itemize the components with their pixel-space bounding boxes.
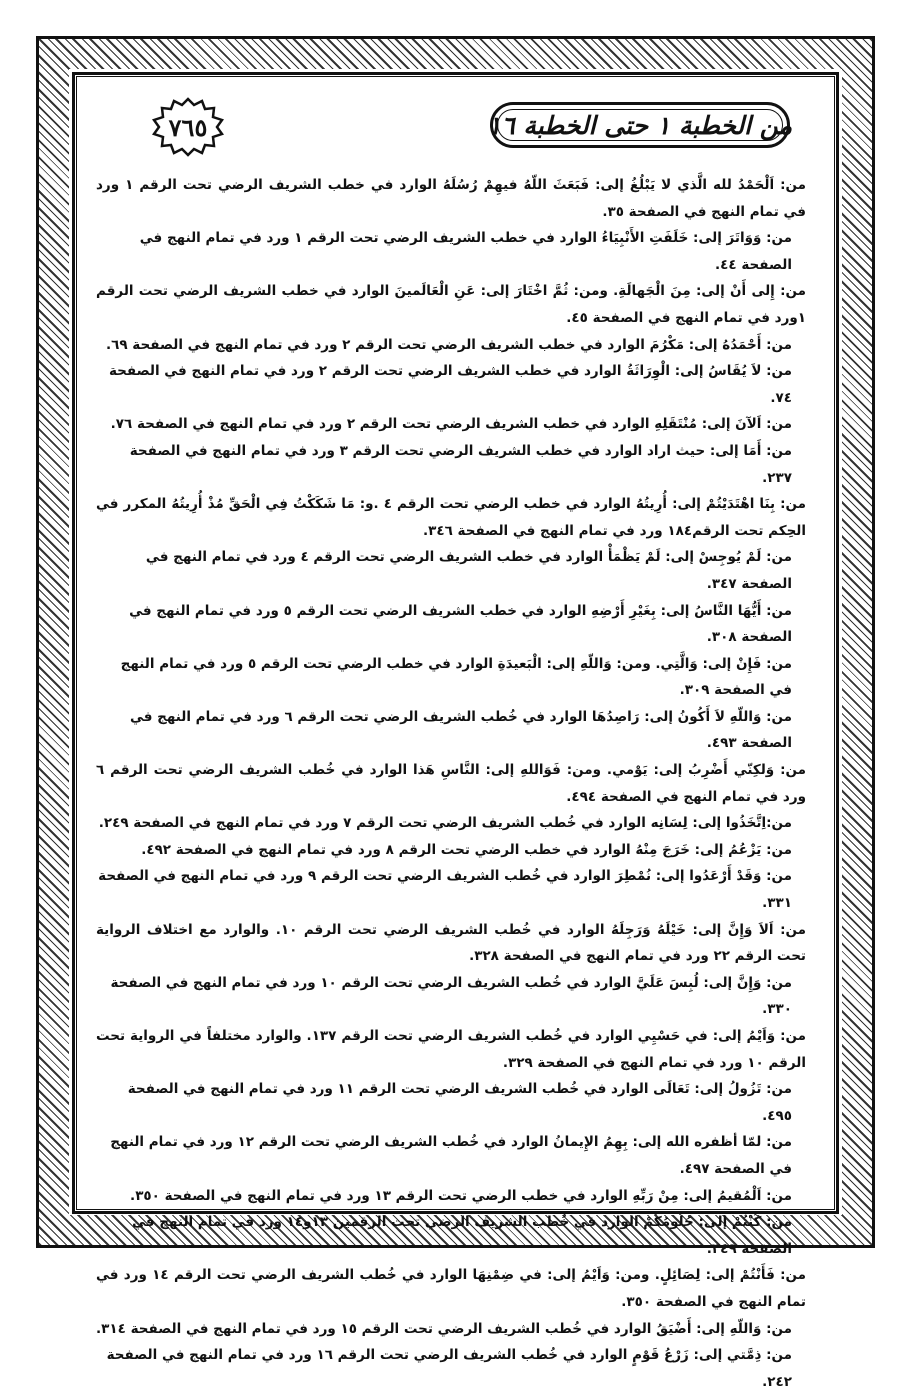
index-entry: من: أَمَا إلى: حيث اراد الوارد في خطب الشريف الرضي تحت الرقم ٣ ورد في تمام النهج في الصفحة ٢٣٧. bbox=[129, 442, 792, 486]
index-entry: من: اَلْمُقيمُ إلى: مِنْ رَبِّهِ الوارد في خطب الرضي تحت الرقم ١٣ ورد في تمام النهج في الصفحة ٣٥٠. bbox=[130, 1187, 792, 1204]
index-entry: من: اَلاَ وَإِنَّ إلى: خَيْلَهُ وَرَجِلَهُ الوارد في خُطب الشريف الرضي تحت الرقم ١٠. والوارد مع اختلاف الرواية تحت الرقم ٢٢ ورد في تمام النهج في الصفحة ٣٢٨. bbox=[96, 921, 806, 965]
index-entry: من: تَزُولُ إلى: تَعَالَى الوارد في خُطب الشريف الرضي تحت الرقم ١١ ورد في تمام النهج في الصفحة ٤٩٥. bbox=[127, 1081, 792, 1124]
page-number: ٧٦٥ bbox=[168, 112, 208, 142]
index-entry: من: لَمْ يُوجِسْ إلى: لَمْ يَظْمَأْ الوارد في خطب الشريف الرضي تحت الرقم ٤ ورد في تمام النهج في الصفحة ٣٤٧. bbox=[145, 549, 792, 592]
index-entry: من: يَزْعُمُ إلى: خَرَجَ مِنْهُ الوارد في خطب الرضي تحت الرقم ٨ ورد في تمام النهج في الصفحة ٤٩٢. bbox=[141, 841, 792, 858]
index-entry: من:اِتَّخَذُوا إلى: لِسَانِه الوارد في خُطب الشريف الرضي تحت الرقم ٧ ورد في تمام النهج في الصفحة ٢٤٩. bbox=[98, 815, 792, 832]
index-entry: من: لمّا أظفره الله إلى: بِهِمُ الإِيمانُ الوارد في خُطب الشريف الرضي تحت الرقم ١٢ ورد في تمام النهج في الصفحة ٤٩٧. bbox=[110, 1134, 792, 1177]
index-entry: من: وَاللّهِ إلى: أَضْيَقُ الوارد في خُطب الشريف الرضي تحت الرقم ١٥ ورد في تمام النهج في الصفحة ٣١٤. bbox=[96, 1320, 792, 1337]
index-entry: من: وَاَيْمُ إلى: في حَسْيِي الوارد في خُطب الشريف الرضي تحت الرقم ١٣٧. والوارد مختلفاً في الرواية تحت الرقم ١٠ ورد في تمام النهج في الصفحة ٣٢٩. bbox=[96, 1028, 806, 1071]
index-entry: من: أَحْمَدُهُ إلى: مَكْرُمَ الوارد في خطب الشريف الرضي تحت الرقم ٢ ورد في تمام النهج في الصفحة ٦٩. bbox=[105, 336, 792, 353]
index-entry: من: إِلى أَنْ إلى: مِنَ الْجَهالَةِ. ومن: ثُمَّ اخْتَارَ إلى: عَنِ الْعَالَمينَ الوارد في خطب الشريف الرضي تحت الرقم ١ورد في تمام النهج في الصفحة ٤٥. bbox=[96, 283, 806, 326]
index-entry: من: بِنَا اهْتَدَيْتُمْ إلى: أُرِيتُهُ الوارد في خطب الرضي تحت الرقم ٤ .و: مَا شَكَكْتُ فِي الْحَقِّ مُذْ أُرِيتُهُ المكرر في الحِكم تحت الرقم١٨٤ ورد في تمام النهج في الصفحة ٣٤٦. bbox=[96, 496, 806, 539]
section-title: من الخطبة ١ حتى الخطبة ١٦ bbox=[487, 110, 793, 140]
index-entry: من: أَيُّهَا النَّاسُ إلى: بِغَيْرِ أَرْضِهِ الوارد في خطب الشريف الرضي تحت الرقم ٥ ورد في تمام النهج في الصفحة ٣٠٨. bbox=[129, 602, 792, 646]
section-title-box bbox=[487, 102, 793, 148]
index-entry: من: فَأَنْتُمْ إلى: لِصَائِلٍ. ومن: وَاَيْمُ إلى: في ضِمْنِهَا الوارد في خُطب الشريف الرضي تحت الرقم ١٤ ورد في تمام النهج في الصفحة ٣٥٠. bbox=[96, 1267, 806, 1310]
index-entry: من: ذِمَّتي إلى: زَرْعُ قَوْمٍ الوارد في خُطب الشريف الرضي تحت الرقم ١٦ ورد في تمام النهج في الصفحة ٢٤٢. bbox=[106, 1347, 792, 1390]
index-entry: من: فَإِنْ إلى: وَالَّتِي. ومن: وَاللّهِ إلى: الْبَعيدَةِ الوارد في خطب الرضي تحت الرقم ٥ ورد في تمام النهج في الصفحة ٣٠٩. bbox=[120, 655, 792, 699]
page-number-badge bbox=[150, 96, 226, 158]
index-entry: من: كُنْتُمْ إلى: حُلُومُكُمْ الوارد في خُطب الشريف الرضي تحت الرقمين ١٣و١٤ ورد في تمام النهج في الصفحة ٣٤٩. bbox=[132, 1214, 792, 1257]
index-entry: من: وَوَاتَرَ إلى: خَلَفَتِ الأَنْبِيَاءُ الوارد في خطب الشريف الرضي تحت الرقم ١ ورد في تمام النهج في الصفحة ٤٤. bbox=[139, 230, 792, 273]
index-entry: من: وَاللّهِ لاَ أَكُونُ إلى: رَاصِدُهَا الوارد في خُطب الشريف الرضي تحت الرقم ٦ ورد في تمام النهج في الصفحة ٤٩٣. bbox=[129, 708, 792, 752]
index-entry: من: وَقَدْ أَرْعَدُوا إلى: نُمْطِرَ الوارد في خُطب الشريف الرضي تحت الرقم ٩ ورد في تمام النهج في الصفحة ٣٣١. bbox=[98, 868, 792, 912]
index-entry: من: اَلآنَ إلى: مُنْتَقَلِهِ الوارد في خطب الشريف الرضي تحت الرقم ٢ ورد في تمام النهج في الصفحة ٧٦. bbox=[110, 416, 792, 433]
index-entry: من: اَلْحَمْدُ لله الَّذي لا يَبْلُغُ إلى: فَبَعَثَ اللّهُ فيهِمْ رُسُلَهُ الوارد في خطب الشريف الرضي تحت الرقم ١ ورد في تمام النهج في الصفحة ٣٥. bbox=[96, 177, 806, 220]
index-entry: من: وَلكِنّي أَضْرِبُ إلى: يَوْمي. ومن: فَوَاللهِ إلى: النَّاسِ هَذا الوارد في خُطب الشريف الرضي تحت الرقم ٦ ورد في تمام النهج في الصفحة ٤٩٤. bbox=[96, 762, 806, 805]
page-header bbox=[150, 96, 793, 160]
index-entries bbox=[96, 172, 806, 1395]
index-entry: من: لاَ يُقَاسُ إلى: الْوِرَاثَةُ الوارد في خطب الشريف الرضي تحت الرقم ٢ ورد في تمام النهج في الصفحة ٧٤. bbox=[108, 363, 792, 406]
index-entry: من: وَإِنَّ إلى: لُبِسَ عَلَيَّ الوارد في خُطب الشريف الرضي تحت الرقم ١٠ ورد في تمام النهج في الصفحة ٣٣٠. bbox=[110, 974, 792, 1018]
